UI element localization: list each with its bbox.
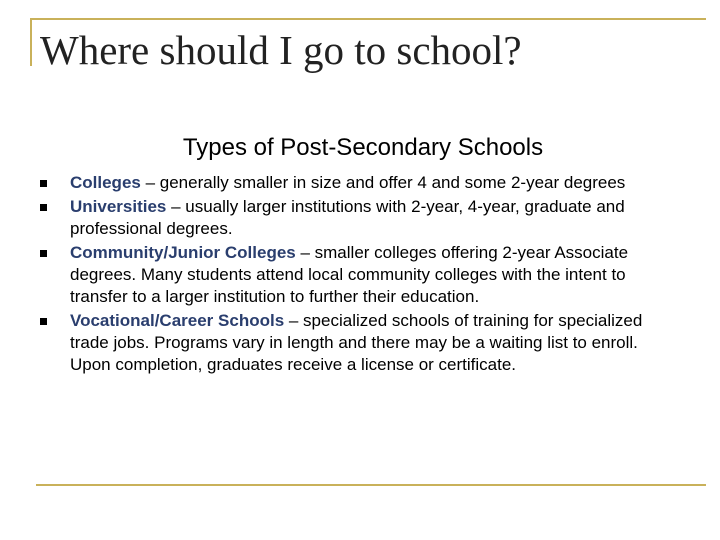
- bullet-term: Vocational/Career Schools: [70, 311, 285, 330]
- bullet-term: Community/Junior Colleges: [70, 243, 296, 262]
- bottom-rule: [36, 484, 706, 486]
- bullet-item: [38, 172, 678, 194]
- bullet-text: – smaller colleges offering 2-year Associate degrees. Many students attend local community colleges with the intent to transfer to a larger institution to further their education.: [70, 243, 629, 306]
- bullet-text: – generally smaller in size and offer 4 and some 2-year degrees: [140, 173, 626, 192]
- bullet-text: – specialized schools of training for specialized trade jobs. Programs vary in length and there may be a waiting list to enroll. Upon completion, graduates receive a license or certificate.: [70, 311, 643, 374]
- slide-subtitle: Types of Post-Secondary Schools: [182, 134, 544, 161]
- square-bullet-icon: [40, 250, 47, 257]
- bullet-item: [38, 242, 678, 308]
- square-bullet-icon: [40, 180, 47, 187]
- left-rule: [30, 18, 32, 66]
- bullet-list: [38, 172, 678, 376]
- bullet-term: Universities: [70, 197, 167, 216]
- bullet-term: Colleges: [70, 173, 141, 192]
- top-rule: [30, 18, 706, 20]
- bullet-text: – usually larger institutions with 2-year, 4-year, graduate and professional degrees.: [70, 197, 625, 238]
- square-bullet-icon: [40, 318, 47, 325]
- bullet-item: [38, 310, 678, 376]
- slide-title: Where should I go to school?: [40, 27, 522, 73]
- bullet-item: [38, 196, 678, 240]
- square-bullet-icon: [40, 204, 47, 211]
